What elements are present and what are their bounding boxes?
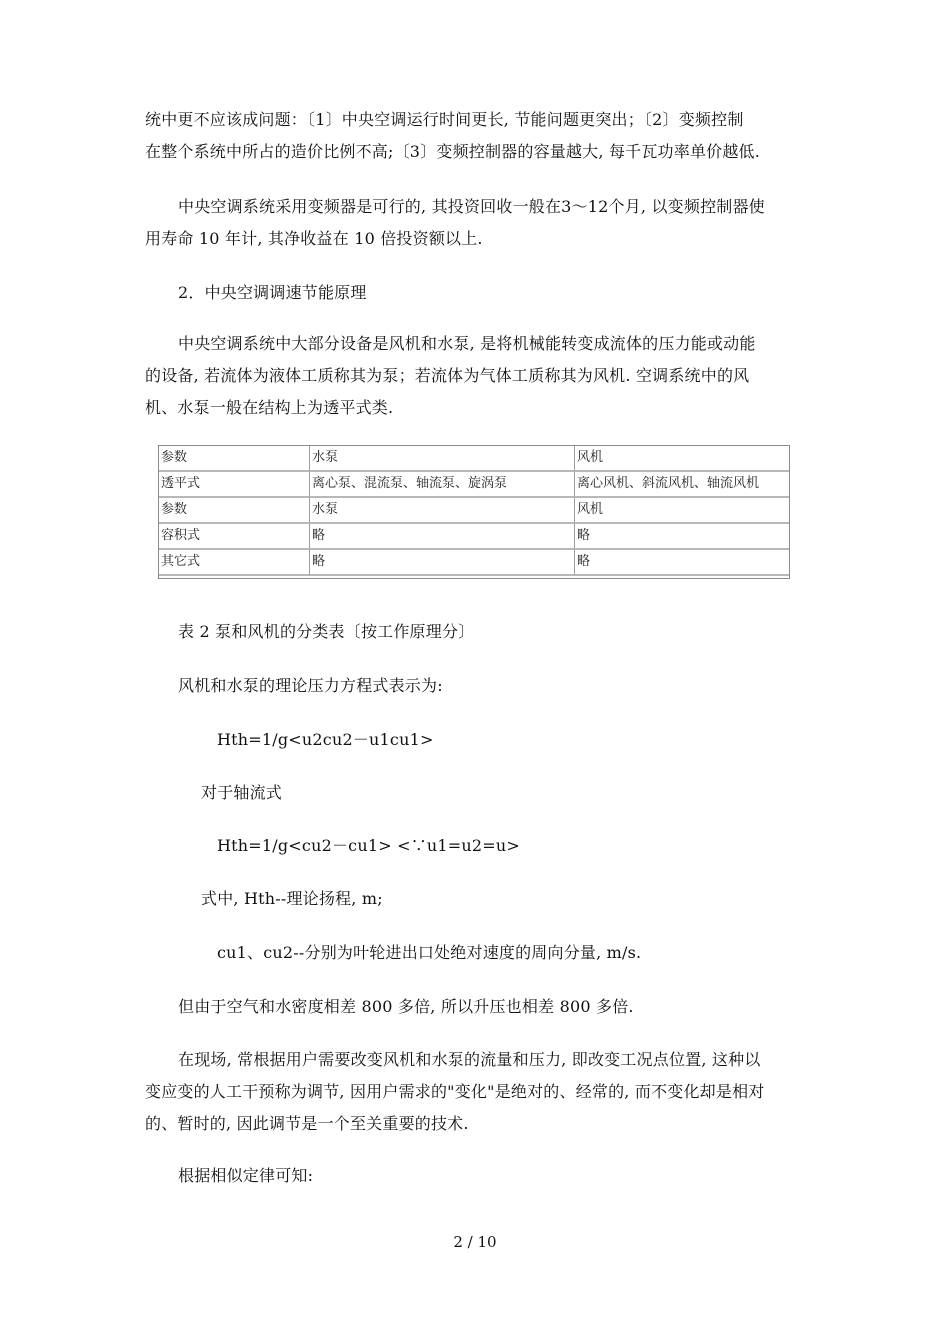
body-text-line: 用寿命 10 年计, 其净收益在 10 倍投资额以上. <box>145 229 483 248</box>
table-cell: 透平式 <box>159 472 310 498</box>
body-text-line: 中央空调系统中大部分设备是风机和水泵, 是将机械能转变成流体的压力能或动能 <box>178 334 756 353</box>
body-text-line: 中央空调系统采用变频器是可行的, 其投资回收一般在3～12个月, 以变频控制器使 <box>178 197 765 216</box>
table-cell: 风机 <box>575 446 789 472</box>
table-cell: 参数 <box>159 498 310 524</box>
classification-table <box>158 445 790 579</box>
table-row <box>159 524 789 550</box>
body-text-line: 统中更不应该成问题：〔1〕中央空调运行时间更长, 节能问题更突出；〔2〕变频控制 <box>145 110 744 129</box>
table-cell: 略 <box>310 524 575 550</box>
body-text-line: 根据相似定律可知: <box>178 1166 314 1185</box>
body-text-line: 风机和水泵的理论压力方程式表示为: <box>178 676 443 695</box>
body-text-line: 在现场, 常根据用户需要改变风机和水泵的流量和压力, 即改变工况点位置, 这种以 <box>178 1050 761 1069</box>
formula: Hth=1/g<cu2－cu1> <∵u1=u2=u> <box>217 836 520 855</box>
table-row <box>159 498 789 524</box>
body-text-line: 的设备, 若流体为液体工质称其为泵；若流体为气体工质称其为风机. 空调系统中的风 <box>145 366 750 385</box>
table-cell: 离心泵、混流泵、轴流泵、旋涡泵 <box>310 472 575 498</box>
table-cell: 风机 <box>575 498 789 524</box>
body-text-line: 变应变的人工干预称为调节, 因用户需求的"变化"是绝对的、经常的, 而不变化却是相对 <box>145 1082 765 1101</box>
table-cell: 容积式 <box>159 524 310 550</box>
table-row <box>159 446 789 472</box>
body-text-line: 的、暂时的, 因此调节是一个至关重要的技术. <box>145 1114 469 1133</box>
formula: Hth=1/g<u2cu2－u1cu1> <box>217 730 434 749</box>
body-text-line: 对于轴流式 <box>201 783 283 802</box>
table-caption: 表 2 泵和风机的分类表〔按工作原理分〕 <box>178 622 475 641</box>
table-cell: 水泵 <box>310 446 575 472</box>
body-text-line: 在整个系统中所占的造价比例不高;〔3〕变频控制器的容量越大, 每千瓦功率单价越低. <box>145 142 761 161</box>
body-text-line: 式中, Hth--理论扬程, m; <box>201 889 383 908</box>
table-cell: 离心风机、斜流风机、轴流风机 <box>575 472 789 498</box>
body-text-line: 机、水泵一般在结构上为透平式类. <box>145 398 394 417</box>
body-text-line: cu1、cu2--分别为叶轮进出口处绝对速度的周向分量, m/s. <box>217 943 642 962</box>
table-cell: 略 <box>310 550 575 576</box>
table-row <box>159 550 789 576</box>
table-row <box>159 472 789 498</box>
table-cell: 水泵 <box>310 498 575 524</box>
table-cell: 略 <box>575 550 789 576</box>
table-cell: 其它式 <box>159 550 310 576</box>
section-heading: 2．中央空调调速节能原理 <box>178 283 367 302</box>
table-cell: 略 <box>575 524 789 550</box>
table-cell: 参数 <box>159 446 310 472</box>
page-number: 2 / 10 <box>453 1233 497 1251</box>
body-text-line: 但由于空气和水密度相差 800 多倍, 所以升压也相差 800 多倍. <box>178 997 634 1016</box>
